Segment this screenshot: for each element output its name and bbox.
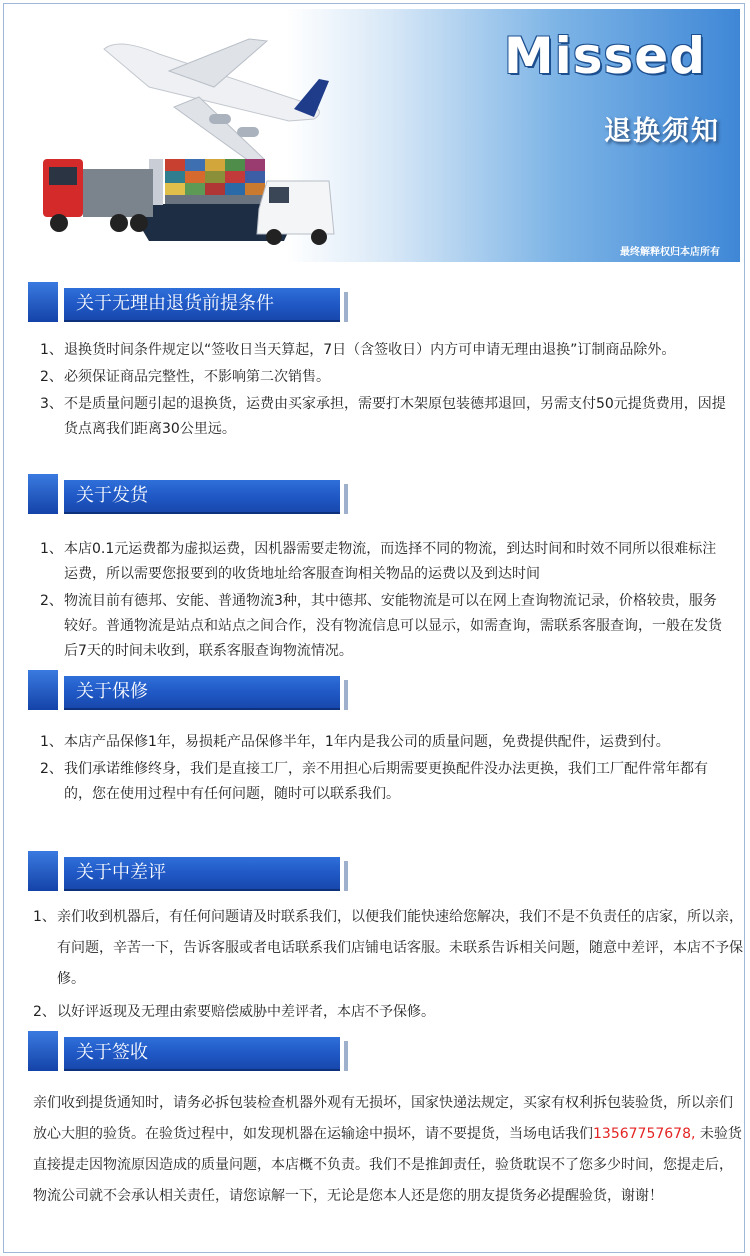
banner-title: Missed xyxy=(503,27,706,85)
banner-subtitle: 退换须知 xyxy=(604,116,720,147)
section-title: 关于中差评 xyxy=(64,857,340,891)
header-shadow xyxy=(344,680,348,710)
header-shadow xyxy=(344,861,348,891)
section-body-warranty xyxy=(40,730,730,809)
item-text: 不是质量问题引起的退换货，运费由买家承担，需要打木架原包装德邦退回，另需支付50元提货费用，因提货点离我们距离30公里远。 xyxy=(64,396,726,437)
item-number: 1、 xyxy=(33,909,56,925)
list-item xyxy=(40,537,730,587)
list-item xyxy=(40,757,730,807)
logistics-illustration xyxy=(9,9,349,262)
truck-icon xyxy=(43,159,153,232)
list-item xyxy=(40,338,730,363)
header-square-icon xyxy=(28,851,58,891)
header-banner xyxy=(9,9,740,262)
header-shadow xyxy=(344,484,348,514)
item-text: 亲们收到机器后，有任何问题请及时联系我们，以便我们能快速给您解决，我们不是不负责任的店家，所以亲，有问题，辛苦一下，告诉客服或者电话联系我们店铺电话客服。未联系告诉相关问题，随意中差评，本店不予保修。 xyxy=(57,909,743,987)
section-body-return-conditions xyxy=(40,338,730,444)
header-square-icon xyxy=(28,282,58,322)
item-number: 1、 xyxy=(40,734,63,750)
list-item xyxy=(40,365,730,390)
section-body-reviews xyxy=(33,902,743,1030)
section-title: 关于保修 xyxy=(64,676,340,710)
list-item xyxy=(33,997,743,1028)
item-text: 本店0.1元运费都为虚拟运费，因机器需要走物流，而选择不同的物流，到达时间和时效不同所以很难标注运费，所以需要您报要到的收货地址给客服查询相关物品的运费以及到达时间 xyxy=(64,541,717,582)
item-number: 1、 xyxy=(40,541,63,557)
section-title: 关于发货 xyxy=(64,480,340,514)
item-number: 2、 xyxy=(40,761,63,777)
section-title: 关于无理由退货前提条件 xyxy=(64,288,340,322)
item-text: 退换货时间条件规定以“签收日当天算起，7日（含签收日）内方可申请无理由退换”订制商品除外。 xyxy=(64,342,676,358)
copyright-note: 最终解释权归本店所有 xyxy=(620,247,720,258)
list-item xyxy=(33,902,743,995)
item-number: 2、 xyxy=(33,1004,56,1020)
header-square-icon xyxy=(28,1031,58,1071)
item-number: 2、 xyxy=(40,369,63,385)
section-body-delivery-receipt xyxy=(33,1088,743,1212)
item-number: 2、 xyxy=(40,593,63,609)
item-text: 我们承诺维修终身，我们是直接工厂，亲不用担心后期需要更换配件没办法更换，我们工厂配件常年都有的，您在使用过程中有任何问题，随时可以联系我们。 xyxy=(64,761,708,802)
receipt-text-after: 未验货直接提走因物流原因造成的质量问题，本店概不负责。我们不是推卸责任，验货耽误不了您多少时间，您提走后，物流公司就不会承认相关责任，请您谅解一下，无论是您本人还是您的朋友提货务必提醒验货，谢谢！ xyxy=(33,1126,742,1204)
header-shadow xyxy=(344,1041,348,1071)
phone-number: 13567757678, xyxy=(593,1126,696,1142)
airplane-icon xyxy=(104,39,329,161)
header-square-icon xyxy=(28,474,58,514)
item-text: 必须保证商品完整性，不影响第二次销售。 xyxy=(64,369,330,385)
section-title: 关于签收 xyxy=(64,1037,340,1071)
header-shadow xyxy=(344,292,348,322)
list-item xyxy=(40,730,730,755)
item-number: 1、 xyxy=(40,342,63,358)
header-square-icon xyxy=(28,670,58,710)
item-text: 以好评返现及无理由索要赔偿威胁中差评者，本店不予保修。 xyxy=(57,1004,435,1020)
van-icon xyxy=(257,181,334,245)
section-body-shipping xyxy=(40,537,730,666)
receipt-text-before: 亲们收到提货通知时，请务必拆包装检查机器外观有无损坏，国家快递法规定，买家有权利拆包装验货，所以亲们放心大胆的验货。在验货过程中，如发现机器在运输途中损坏，请不要提货，当场电话我们 xyxy=(33,1095,733,1142)
item-text: 物流目前有德邦、安能、普通物流3种，其中德邦、安能物流是可以在网上查询物流记录，价格较贵，服务较好。普通物流是站点和站点之间合作，没有物流信息可以显示，如需查询，需联系客服查询，一般在发货后7天的时间未收到，联系客服查询物流情况。 xyxy=(64,593,722,659)
item-number: 3、 xyxy=(40,396,63,412)
item-text: 本店产品保修1年，易损耗产品保修半年，1年内是我公司的质量问题，免费提供配件，运费到付。 xyxy=(64,734,670,750)
list-item xyxy=(40,589,730,664)
list-item xyxy=(40,392,730,442)
